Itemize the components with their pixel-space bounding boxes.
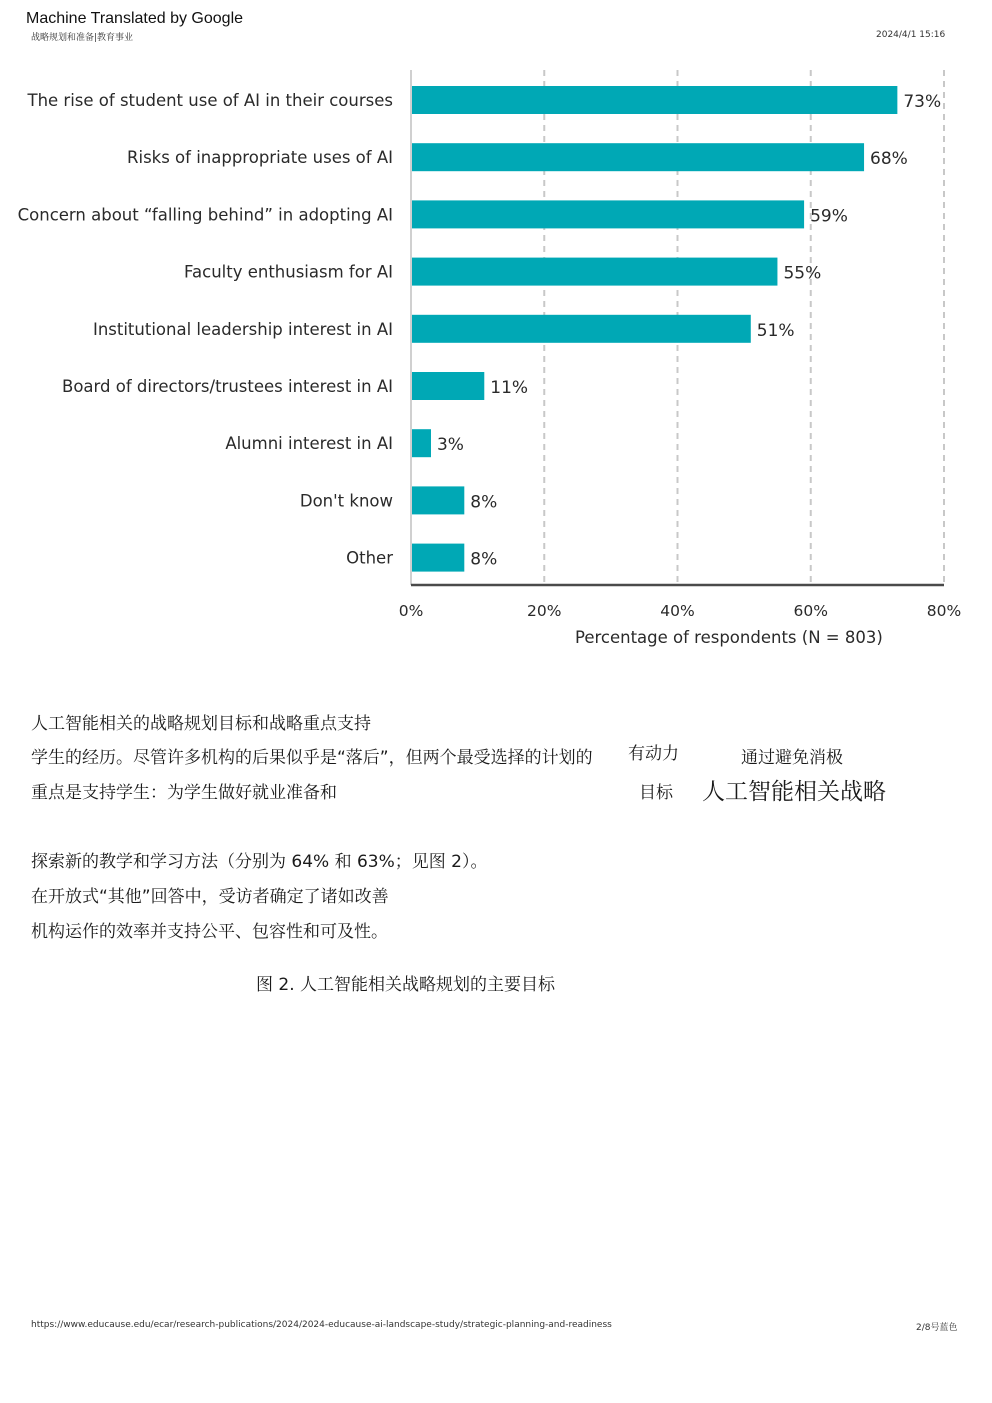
value-label: 8% — [470, 492, 498, 513]
bar-2 — [412, 200, 804, 228]
x-tick-label: 60% — [793, 602, 828, 620]
machine-translated-banner: Machine Translated by Google — [26, 10, 244, 27]
source-url-link[interactable]: https://www.educause.edu/ecar/research-publications/2024/2024-educause-ai-landscape-study/strategic-planning-and-readiness — [31, 1320, 612, 1330]
value-label: 11% — [490, 378, 529, 398]
bar-8 — [412, 544, 464, 572]
paragraph-line-6: 机构运作的效率并支持公平、包容性和可及性。 — [31, 922, 388, 942]
paragraph-line-2: 学生的经历。尽管许多机构的后果似乎是“落后”，但两个最受选择的计划的 — [31, 748, 593, 768]
category-label: Other — [346, 548, 393, 568]
category-label: Don't know — [299, 491, 393, 511]
bar-chart — [0, 60, 992, 660]
paragraph-line-3: 重点是支持学生：为学生做好就业准备和 — [31, 783, 337, 803]
paragraph-line-5: 在开放式“其他”回答中，受访者确定了诸如改善 — [31, 887, 389, 907]
bar-0 — [412, 86, 897, 114]
document-title: 战略规划和准备|教育事业 — [31, 33, 134, 43]
value-label: 8% — [470, 549, 498, 570]
value-label: 55% — [783, 263, 822, 284]
category-label: Alumni interest in AI — [225, 434, 393, 454]
figure-caption: 图 2. 人工智能相关战略规划的主要目标 — [256, 975, 556, 995]
value-label: 51% — [756, 320, 795, 341]
value-label: 68% — [870, 149, 908, 170]
category-label: Concern about “falling behind” in adopting AI — [17, 205, 393, 225]
value-label: 73% — [903, 92, 942, 112]
bar-3 — [412, 258, 777, 286]
x-tick-label: 20% — [527, 602, 562, 620]
value-label: 3% — [436, 435, 464, 456]
bar-4 — [412, 315, 751, 343]
value-label: 59% — [810, 206, 848, 227]
bar-6 — [412, 429, 431, 457]
print-datetime: 2024/4/1 15:16 — [876, 30, 946, 40]
category-label: Risks of inappropriate uses of AI — [127, 148, 393, 168]
paragraph-fragment-ai-strategy: 人工智能相关战略 — [702, 779, 886, 805]
bar-1 — [412, 143, 864, 171]
paragraph-line-4: 探索新的教学和学习方法（分别为 64% 和 63%；见图 2）。 — [31, 852, 488, 872]
paragraph-fragment-goal: 目标 — [639, 783, 673, 803]
category-label: The rise of student use of AI in their courses — [27, 91, 393, 110]
category-label: Faculty enthusiasm for AI — [184, 262, 393, 282]
paragraph-fragment-motivated: 有动力 — [628, 744, 679, 764]
bar-5 — [412, 372, 484, 400]
x-tick-label: 0% — [398, 602, 424, 620]
x-axis-title: Percentage of respondents (N = 803) — [574, 628, 883, 647]
page-number: 2/8号蓝色 — [916, 1323, 958, 1333]
x-tick-label: 40% — [660, 602, 695, 620]
category-label: Board of directors/trustees interest in AI — [62, 377, 393, 396]
paragraph-line-1: 人工智能相关的战略规划目标和战略重点支持 — [31, 714, 371, 734]
bar-7 — [412, 486, 464, 514]
category-label: Institutional leadership interest in AI — [92, 319, 393, 339]
paragraph-fragment-avoid-negative: 通过避免消极 — [741, 748, 843, 768]
x-tick-label: 80% — [926, 602, 962, 620]
